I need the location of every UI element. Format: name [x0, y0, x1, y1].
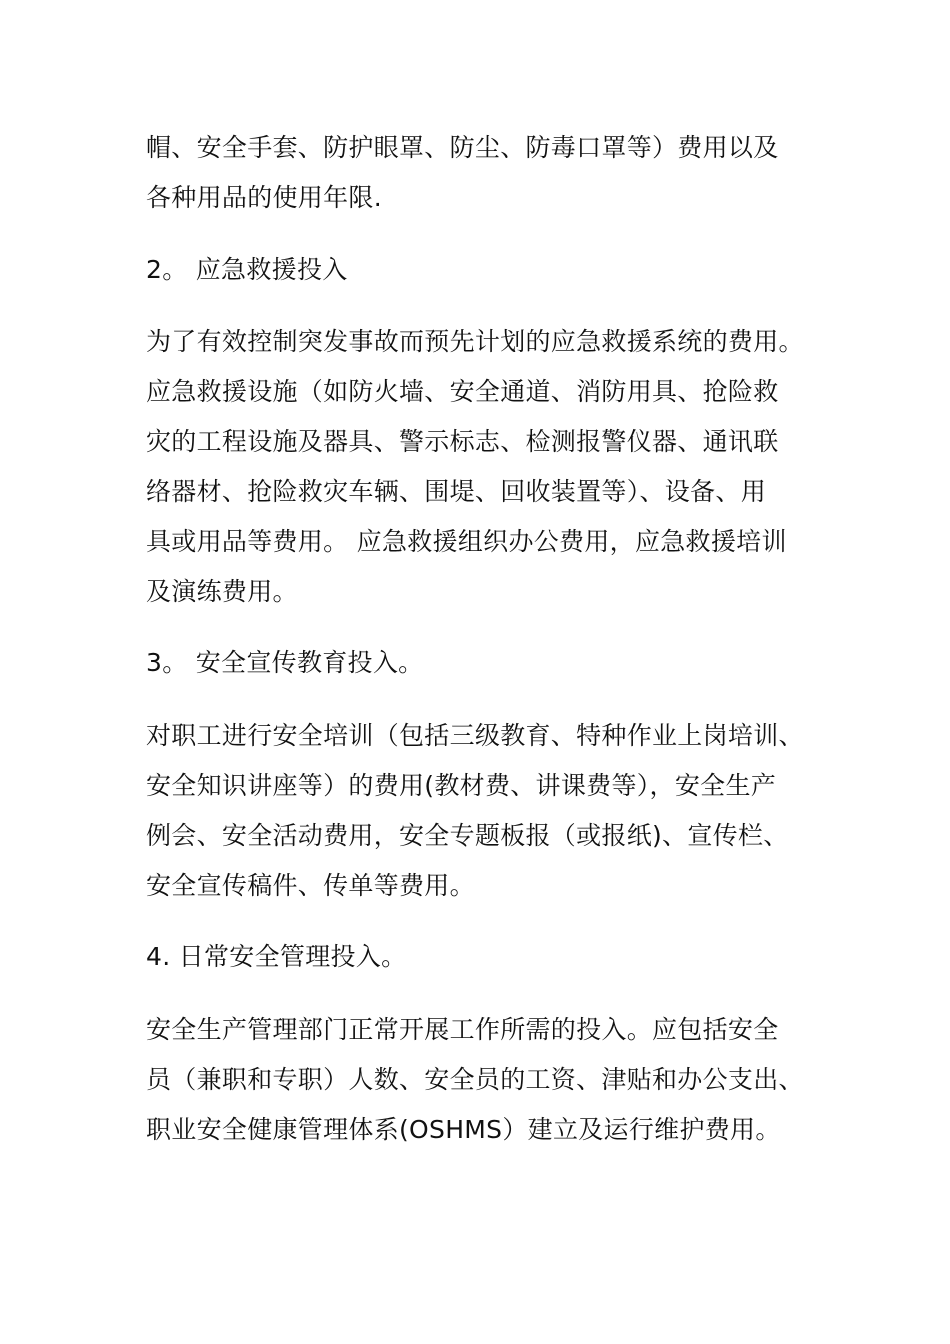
- paragraph-line: 帽、安全手套、防护眼罩、防尘、防毒口罩等）费用以及: [146, 133, 779, 162]
- section-heading: 4. 日常安全管理投入。: [146, 942, 407, 971]
- paragraph-line: 对职工进行安全培训（包括三级教育、特种作业上岗培训、: [146, 721, 804, 750]
- paragraph-line: 安全生产管理部门正常开展工作所需的投入。应包括安全: [146, 1015, 779, 1044]
- paragraph-line: 员（兼职和专职）人数、安全员的工资、津贴和办公支出、: [146, 1065, 804, 1094]
- paragraph-line: 应急救援设施（如防火墙、安全通道、消防用具、抢险救: [146, 377, 779, 406]
- paragraph-line: 具或用品等费用。 应急救援组织办公费用，应急救援培训: [146, 527, 787, 556]
- paragraph-line: 灾的工程设施及器具、警示标志、检测报警仪器、通讯联: [146, 427, 779, 456]
- section-heading: 3。 安全宣传教育投入。: [146, 648, 424, 677]
- paragraph-line: 为了有效控制突发事故而预先计划的应急救援系统的费用。: [146, 327, 804, 356]
- paragraph-line: 及演练费用。: [146, 577, 298, 606]
- paragraph-line: 安全知识讲座等）的费用(教材费、讲课费等），安全生产: [146, 771, 777, 800]
- paragraph-line: 各种用品的使用年限.: [146, 183, 382, 212]
- paragraph-line: 例会、安全活动费用，安全专题板报（或报纸)、宣传栏、: [146, 821, 789, 850]
- section-heading: 2。 应急救援投入: [146, 255, 348, 284]
- paragraph-line: 职业安全健康管理体系(OSHMS）建立及运行维护费用。: [146, 1115, 781, 1144]
- paragraph-line: 安全宣传稿件、传单等费用。: [146, 871, 475, 900]
- paragraph-line: 络器材、抢险救灾车辆、围堤、回收装置等）、设备、用: [146, 477, 767, 506]
